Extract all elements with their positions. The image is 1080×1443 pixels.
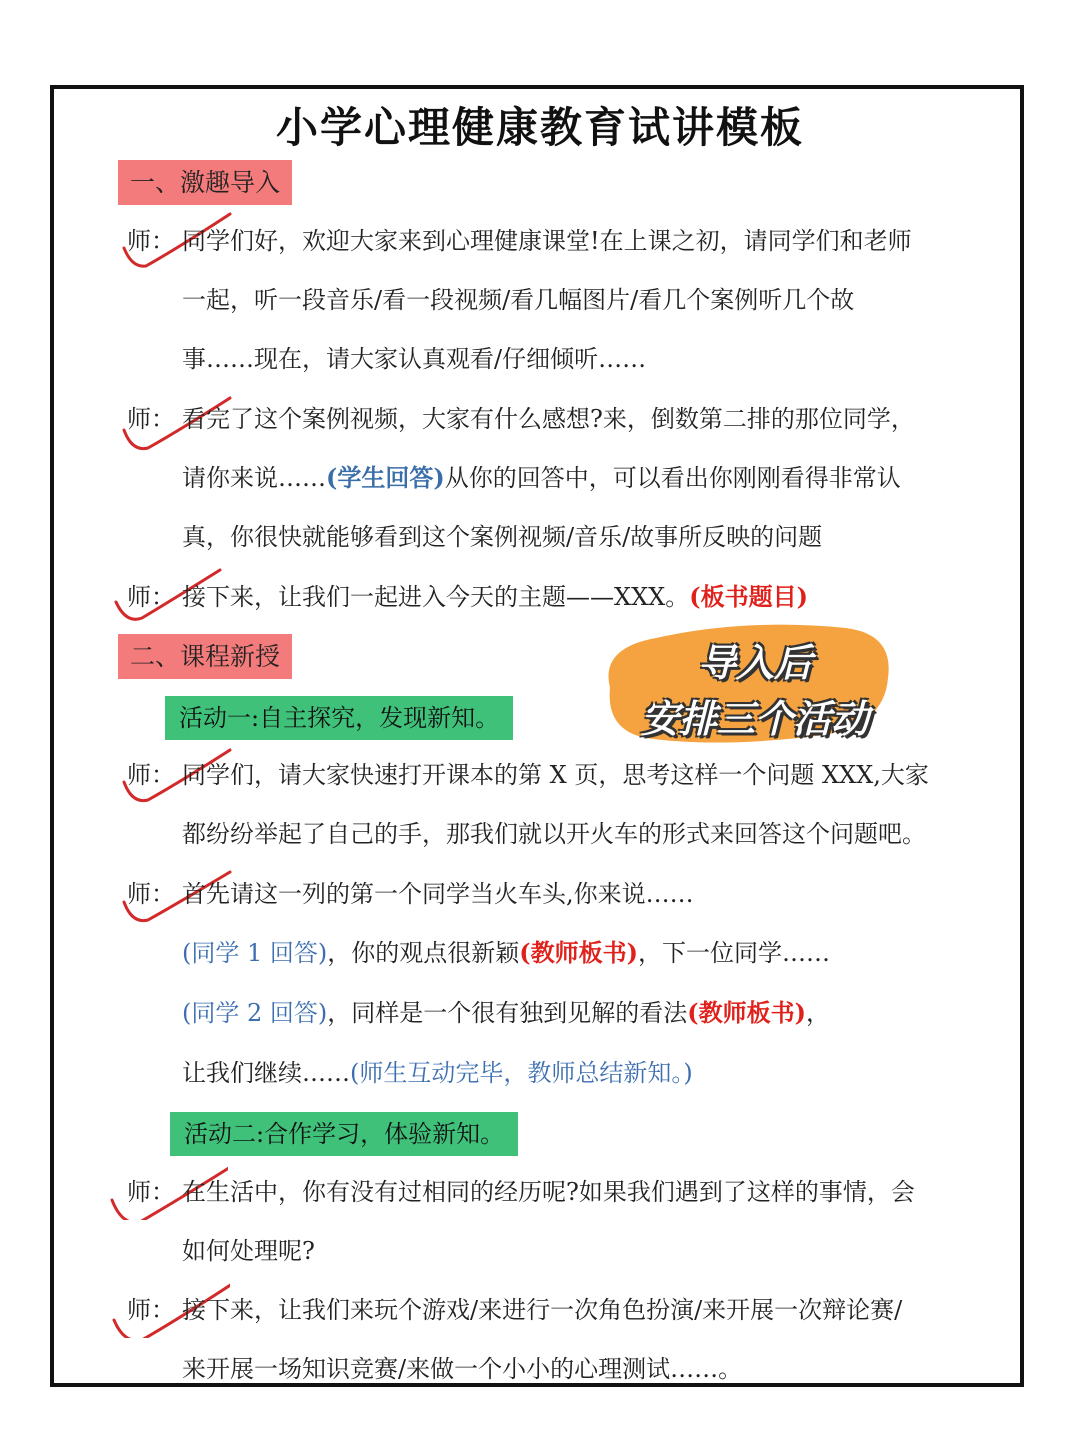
- text-fragment: 从你的回答中，可以看出你刚刚看得非常认: [444, 464, 901, 492]
- teacher-label: 师：: [127, 227, 175, 255]
- teacher-label: 师：: [127, 583, 175, 611]
- text-line: [182, 1056, 693, 1090]
- text-line: 同学们，请大家快速打开课本的第 X 页，思考这样一个问题 XXX,大家: [182, 761, 929, 789]
- text-fragment: ，同样是一个很有独到见解的看法: [327, 999, 688, 1027]
- page-title: 小学心理健康教育试讲模板: [275, 103, 804, 152]
- teacher-label: 师：: [127, 880, 175, 908]
- student-answer-note: (学生回答): [326, 463, 445, 492]
- activity-heading-2: 活动二:合作学习，体验新知。: [170, 1112, 518, 1156]
- text-line: [182, 996, 830, 1030]
- text-line: 接下来，让我们来玩个游戏/来进行一次角色扮演/来开展一次辩论赛/: [182, 1296, 903, 1324]
- text-line: 事……现在，请大家认真观看/仔细倾听……: [182, 345, 647, 373]
- text-fragment: ，: [805, 999, 830, 1027]
- summary-note: (师生互动完毕，教师总结新知。): [350, 1059, 693, 1087]
- text-line: 同学们好，欢迎大家来到心理健康课堂!在上课之初，请同学们和老师: [182, 227, 912, 255]
- text-fragment: 请你来说……: [182, 464, 326, 492]
- text-fragment: ，下一位同学……: [637, 939, 830, 967]
- teacher-label: 师：: [127, 761, 175, 789]
- text-line: [182, 580, 808, 614]
- badge-line-2: 安排三个活动: [640, 697, 869, 741]
- student-answer-note: (同学 2 回答): [182, 999, 328, 1027]
- text-fragment: 接下来，让我们一起进入今天的主题——XXX。: [182, 583, 690, 611]
- text-fragment: 让我们继续……: [182, 1059, 350, 1087]
- text-line: [182, 936, 830, 970]
- text-line: [182, 461, 901, 495]
- blackboard-note: (板书题目): [689, 582, 808, 611]
- blackboard-note: (教师板书): [687, 998, 806, 1027]
- text-fragment: ，你的观点很新颖: [327, 939, 520, 967]
- text-line: 首先请这一列的第一个同学当火车头,你来说……: [182, 880, 694, 908]
- text-line: 如何处理呢?: [182, 1237, 315, 1265]
- student-answer-note: (同学 1 回答): [182, 939, 328, 967]
- activity-heading-1: 活动一:自主探究，发现新知。: [165, 696, 513, 740]
- blackboard-note: (教师板书): [519, 938, 638, 967]
- section-heading-1: 一、激趣导入: [118, 160, 292, 205]
- text-line: 一起，听一段音乐/看一段视频/看几幅图片/看几个案例听几个故: [182, 286, 855, 314]
- section-heading-2: 二、课程新授: [118, 634, 292, 679]
- teacher-label: 师：: [127, 1296, 175, 1324]
- text-line: 都纷纷举起了自己的手，那我们就以开火车的形式来回答这个问题吧。: [182, 820, 926, 848]
- text-line: 看完了这个案例视频，大家有什么感想?来，倒数第二排的那位同学，: [182, 405, 915, 433]
- teacher-label: 师：: [127, 405, 175, 433]
- text-line: 真，你很快就能够看到这个案例视频/音乐/故事所反映的问题: [182, 523, 823, 551]
- badge-line-1: 导入后: [697, 641, 812, 685]
- teacher-label: 师：: [127, 1178, 175, 1206]
- text-line: 在生活中，你有没有过相同的经历呢?如果我们遇到了这样的事情，会: [182, 1178, 915, 1206]
- text-line: 来开展一场知识竞赛/来做一个小小的心理测试……。: [182, 1355, 743, 1383]
